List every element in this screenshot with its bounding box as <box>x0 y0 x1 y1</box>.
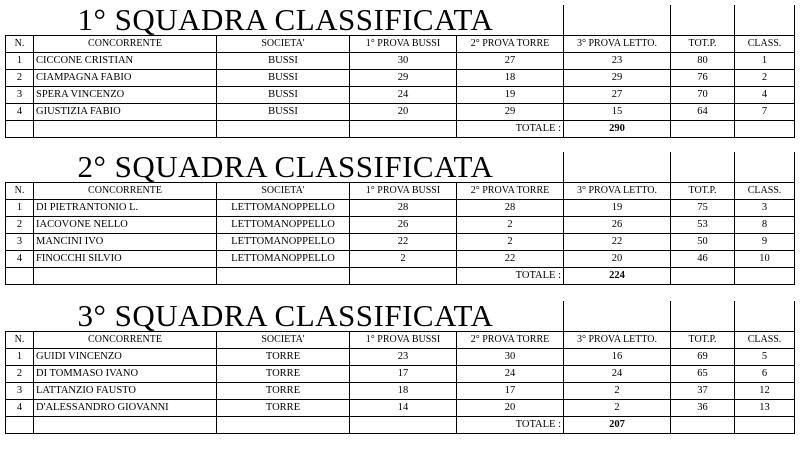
score-prova2: 2 <box>457 234 564 251</box>
score-prova3: 27 <box>564 87 671 104</box>
col-header-prova3: 3° PROVA LETTO. <box>564 332 671 349</box>
total-row <box>6 417 795 434</box>
team-table-2 <box>5 152 795 285</box>
competitor-name: FINOCCHI SILVIO <box>34 251 217 268</box>
total-spacer-cell <box>350 417 457 434</box>
total-points: 36 <box>671 400 735 417</box>
col-header-prova2: 2° PROVA TORRE <box>457 183 564 200</box>
col-header-prova2: 2° PROVA TORRE <box>457 36 564 53</box>
total-row <box>6 121 795 138</box>
classification-rank: 2 <box>735 70 795 87</box>
score-prova3: 26 <box>564 217 671 234</box>
competitor-name: MANCINI IVO <box>34 234 217 251</box>
classification-rank: 4 <box>735 87 795 104</box>
score-prova1: 30 <box>350 53 457 70</box>
competitor-name: LATTANZIO FAUSTO <box>34 383 217 400</box>
score-prova3: 2 <box>564 383 671 400</box>
score-prova1: 17 <box>350 366 457 383</box>
classification-rank: 6 <box>735 366 795 383</box>
total-spacer-cell <box>217 121 350 138</box>
score-prova2: 2 <box>457 217 564 234</box>
row-number: 1 <box>6 349 34 366</box>
total-points: 65 <box>671 366 735 383</box>
total-spacer-cell <box>217 268 350 285</box>
classification-rank: 3 <box>735 200 795 217</box>
score-prova1: 26 <box>350 217 457 234</box>
total-points: 75 <box>671 200 735 217</box>
row-number: 3 <box>6 234 34 251</box>
total-points: 70 <box>671 87 735 104</box>
total-points: 46 <box>671 251 735 268</box>
score-prova2: 22 <box>457 251 564 268</box>
total-spacer-cell <box>671 417 735 434</box>
score-prova2: 18 <box>457 70 564 87</box>
competitor-name: IACOVONE NELLO <box>34 217 217 234</box>
classification-rank: 8 <box>735 217 795 234</box>
team-title: 1° SQUADRA CLASSIFICATA <box>6 5 564 36</box>
col-header-prova1: 1° PROVA BUSSI <box>350 36 457 53</box>
title-spacer-cell <box>671 301 735 332</box>
club-name: TORRE <box>217 383 350 400</box>
title-spacer-cell <box>671 152 735 183</box>
row-number: 4 <box>6 400 34 417</box>
competitor-name: CICCONE CRISTIAN <box>34 53 217 70</box>
row-number: 4 <box>6 251 34 268</box>
row-number: 3 <box>6 383 34 400</box>
total-spacer-cell <box>350 268 457 285</box>
classification-rank: 12 <box>735 383 795 400</box>
classification-rank: 7 <box>735 104 795 121</box>
total-spacer-cell <box>6 417 34 434</box>
competitor-name: DI PIETRANTONIO L. <box>34 200 217 217</box>
classification-rank: 13 <box>735 400 795 417</box>
col-header-class: CLASS. <box>735 183 795 200</box>
row-number: 4 <box>6 104 34 121</box>
score-prova3: 19 <box>564 200 671 217</box>
score-prova1: 29 <box>350 70 457 87</box>
team-title-row <box>6 301 795 332</box>
total-label: TOTALE : <box>457 121 564 138</box>
col-header-tot: TOT.P. <box>671 183 735 200</box>
competitor-name: D'ALESSANDRO GIOVANNI <box>34 400 217 417</box>
total-spacer-cell <box>671 268 735 285</box>
score-prova1: 22 <box>350 234 457 251</box>
title-spacer-cell <box>564 5 671 36</box>
col-header-concorrente: CONCORRENTE <box>34 183 217 200</box>
title-spacer-cell <box>671 5 735 36</box>
table-row <box>6 200 795 217</box>
table-row <box>6 104 795 121</box>
team-title: 2° SQUADRA CLASSIFICATA <box>6 152 564 183</box>
total-spacer-cell <box>350 121 457 138</box>
col-header-n: N. <box>6 332 34 349</box>
header-row <box>6 36 795 53</box>
club-name: LETTOMANOPPELLO <box>217 251 350 268</box>
team-title-row <box>6 5 795 36</box>
score-prova1: 20 <box>350 104 457 121</box>
col-header-n: N. <box>6 183 34 200</box>
total-spacer-cell <box>671 121 735 138</box>
col-header-concorrente: CONCORRENTE <box>34 332 217 349</box>
col-header-prova1: 1° PROVA BUSSI <box>350 332 457 349</box>
score-prova2: 20 <box>457 400 564 417</box>
row-number: 2 <box>6 366 34 383</box>
total-points: 64 <box>671 104 735 121</box>
col-header-tot: TOT.P. <box>671 332 735 349</box>
col-header-societa: SOCIETA' <box>217 183 350 200</box>
title-spacer-cell <box>564 301 671 332</box>
score-prova2: 28 <box>457 200 564 217</box>
score-prova2: 19 <box>457 87 564 104</box>
club-name: BUSSI <box>217 104 350 121</box>
score-prova1: 14 <box>350 400 457 417</box>
score-prova3: 15 <box>564 104 671 121</box>
total-spacer-cell <box>34 417 217 434</box>
score-prova1: 18 <box>350 383 457 400</box>
row-number: 1 <box>6 200 34 217</box>
col-header-societa: SOCIETA' <box>217 36 350 53</box>
classification-rank: 9 <box>735 234 795 251</box>
table-row <box>6 251 795 268</box>
row-number: 2 <box>6 217 34 234</box>
team-title: 3° SQUADRA CLASSIFICATA <box>6 301 564 332</box>
total-points: 53 <box>671 217 735 234</box>
score-prova3: 24 <box>564 366 671 383</box>
header-row <box>6 183 795 200</box>
total-spacer-cell <box>735 268 795 285</box>
col-header-prova1: 1° PROVA BUSSI <box>350 183 457 200</box>
club-name: LETTOMANOPPELLO <box>217 217 350 234</box>
total-points: 69 <box>671 349 735 366</box>
table-row <box>6 53 795 70</box>
team-table-3 <box>5 301 795 434</box>
total-points: 37 <box>671 383 735 400</box>
table-row <box>6 70 795 87</box>
title-spacer-cell <box>564 152 671 183</box>
club-name: BUSSI <box>217 87 350 104</box>
total-row <box>6 268 795 285</box>
table-row <box>6 349 795 366</box>
score-prova2: 29 <box>457 104 564 121</box>
col-header-class: CLASS. <box>735 36 795 53</box>
row-number: 1 <box>6 53 34 70</box>
score-prova1: 23 <box>350 349 457 366</box>
table-row <box>6 87 795 104</box>
table-row <box>6 400 795 417</box>
score-prova3: 29 <box>564 70 671 87</box>
competitor-name: SPERA VINCENZO <box>34 87 217 104</box>
col-header-prova2: 2° PROVA TORRE <box>457 332 564 349</box>
col-header-concorrente: CONCORRENTE <box>34 36 217 53</box>
club-name: LETTOMANOPPELLO <box>217 234 350 251</box>
score-prova2: 30 <box>457 349 564 366</box>
score-prova3: 2 <box>564 400 671 417</box>
total-spacer-cell <box>6 268 34 285</box>
score-prova3: 22 <box>564 234 671 251</box>
total-spacer-cell <box>217 417 350 434</box>
classification-rank: 10 <box>735 251 795 268</box>
team-title-row <box>6 152 795 183</box>
score-prova3: 23 <box>564 53 671 70</box>
score-prova3: 16 <box>564 349 671 366</box>
score-prova2: 27 <box>457 53 564 70</box>
team-total: 207 <box>564 417 671 434</box>
table-row <box>6 234 795 251</box>
total-label: TOTALE : <box>457 268 564 285</box>
club-name: LETTOMANOPPELLO <box>217 200 350 217</box>
total-points: 76 <box>671 70 735 87</box>
score-prova3: 20 <box>564 251 671 268</box>
total-label: TOTALE : <box>457 417 564 434</box>
total-spacer-cell <box>34 268 217 285</box>
col-header-class: CLASS. <box>735 332 795 349</box>
score-prova1: 24 <box>350 87 457 104</box>
score-prova1: 28 <box>350 200 457 217</box>
col-header-n: N. <box>6 36 34 53</box>
col-header-tot: TOT.P. <box>671 36 735 53</box>
club-name: TORRE <box>217 366 350 383</box>
team-total: 290 <box>564 121 671 138</box>
total-spacer-cell <box>735 121 795 138</box>
title-spacer-cell <box>735 5 795 36</box>
col-header-prova3: 3° PROVA LETTO. <box>564 183 671 200</box>
col-header-prova3: 3° PROVA LETTO. <box>564 36 671 53</box>
total-points: 80 <box>671 53 735 70</box>
row-number: 2 <box>6 70 34 87</box>
header-row <box>6 332 795 349</box>
score-prova2: 17 <box>457 383 564 400</box>
competitor-name: CIAMPAGNA FABIO <box>34 70 217 87</box>
team-table-1 <box>5 5 795 138</box>
title-spacer-cell <box>735 301 795 332</box>
total-spacer-cell <box>34 121 217 138</box>
competitor-name: GIUSTIZIA FABIO <box>34 104 217 121</box>
club-name: TORRE <box>217 400 350 417</box>
total-points: 50 <box>671 234 735 251</box>
table-row <box>6 366 795 383</box>
club-name: BUSSI <box>217 70 350 87</box>
classification-rank: 5 <box>735 349 795 366</box>
col-header-societa: SOCIETA' <box>217 332 350 349</box>
classification-rank: 1 <box>735 53 795 70</box>
team-total: 224 <box>564 268 671 285</box>
club-name: TORRE <box>217 349 350 366</box>
row-number: 3 <box>6 87 34 104</box>
competitor-name: DI TOMMASO IVANO <box>34 366 217 383</box>
table-row <box>6 217 795 234</box>
club-name: BUSSI <box>217 53 350 70</box>
title-spacer-cell <box>735 152 795 183</box>
table-row <box>6 383 795 400</box>
total-spacer-cell <box>6 121 34 138</box>
total-spacer-cell <box>735 417 795 434</box>
score-prova2: 24 <box>457 366 564 383</box>
score-prova1: 2 <box>350 251 457 268</box>
competitor-name: GUIDI VINCENZO <box>34 349 217 366</box>
